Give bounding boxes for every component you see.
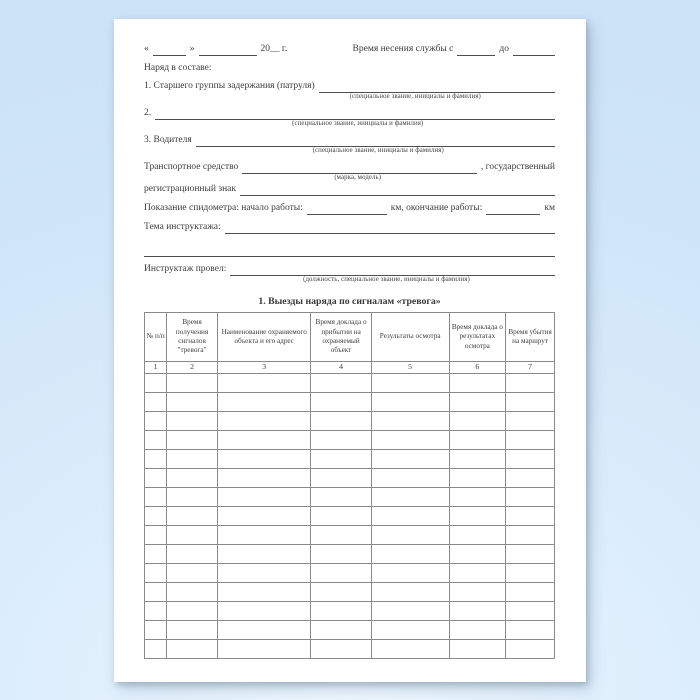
empty-cell — [145, 373, 167, 392]
squad-heading-line — [144, 63, 555, 75]
empty-cell — [506, 544, 555, 563]
empty-cell — [371, 601, 449, 620]
empty-cell — [506, 468, 555, 487]
empty-cell — [311, 563, 371, 582]
empty-cell — [217, 506, 310, 525]
empty-cell — [167, 601, 218, 620]
empty-cell — [371, 411, 449, 430]
empty-cell — [145, 639, 167, 658]
duty-from-blank — [457, 44, 495, 56]
column-number-2: 2 — [167, 361, 218, 373]
empty-cell — [311, 601, 371, 620]
table-row — [145, 544, 555, 563]
member3-caption: (специальное звание, инициалы и фамилия) — [312, 146, 444, 154]
empty-cell — [167, 392, 218, 411]
reg-plate-line — [144, 184, 555, 196]
empty-cell — [506, 392, 555, 411]
empty-cell — [145, 449, 167, 468]
table-row — [145, 582, 555, 601]
briefing-topic-label: Тема инструктажа: — [144, 222, 221, 232]
empty-cell — [145, 582, 167, 601]
empty-cell — [145, 430, 167, 449]
empty-cell — [311, 392, 371, 411]
briefing-topic-line — [144, 222, 555, 234]
briefing-by-blank — [230, 264, 555, 276]
speedometer-start-blank — [307, 203, 387, 215]
empty-cell — [506, 506, 555, 525]
member1-caption: (специальное звание, инициалы и фамилия) — [349, 92, 481, 100]
date-year-suffix: 20__ г. — [260, 44, 288, 55]
empty-cell — [371, 525, 449, 544]
empty-cell — [167, 430, 218, 449]
empty-cell — [371, 373, 449, 392]
empty-cell — [506, 639, 555, 658]
empty-cell — [145, 506, 167, 525]
empty-cell — [449, 411, 506, 430]
empty-cell — [217, 468, 310, 487]
empty-cell — [167, 468, 218, 487]
column-header-4: Время доклада о прибытии на охраняемый объект — [311, 312, 371, 361]
empty-cell — [449, 430, 506, 449]
column-header-7: Время убытия на маршрут — [506, 312, 555, 361]
vehicle-line — [144, 162, 555, 174]
empty-cell — [145, 392, 167, 411]
vehicle-caption: (марка, модель) — [334, 173, 382, 181]
empty-cell — [167, 487, 218, 506]
empty-cell — [217, 601, 310, 620]
empty-cell — [217, 525, 310, 544]
member3-caption-line — [144, 147, 555, 157]
table-row — [145, 373, 555, 392]
empty-cell — [371, 430, 449, 449]
column-header-3: Наименование охраняемого объекта и его адрес — [217, 312, 310, 361]
empty-cell — [506, 620, 555, 639]
table-column-numbers-row — [145, 361, 555, 373]
member1-line — [144, 81, 555, 93]
table-row — [145, 620, 555, 639]
table-row — [145, 506, 555, 525]
member2-blank — [155, 108, 555, 120]
table-row — [145, 487, 555, 506]
empty-cell — [145, 525, 167, 544]
date-open-quote: « — [144, 44, 149, 55]
empty-cell — [217, 373, 310, 392]
empty-cell — [167, 544, 218, 563]
briefing-topic-blank — [225, 222, 555, 234]
column-number-1: 1 — [145, 361, 167, 373]
duty-to-label: до — [499, 44, 509, 55]
empty-cell — [506, 430, 555, 449]
member3-label: 3. Водителя — [144, 135, 192, 145]
member1-label: 1. Старшего группы задержания (патруля) — [144, 81, 315, 91]
empty-cell — [449, 449, 506, 468]
empty-cell — [371, 620, 449, 639]
empty-cell — [217, 449, 310, 468]
empty-cell — [311, 544, 371, 563]
empty-cell — [217, 620, 310, 639]
empty-cell — [217, 430, 310, 449]
empty-cell — [311, 487, 371, 506]
empty-cell — [311, 449, 371, 468]
empty-cell — [371, 582, 449, 601]
empty-cell — [449, 468, 506, 487]
briefing-by-label: Инструктаж провел: — [144, 264, 227, 274]
empty-cell — [311, 430, 371, 449]
empty-cell — [371, 506, 449, 525]
member1-caption-line — [144, 93, 555, 103]
column-number-7: 7 — [506, 361, 555, 373]
empty-cell — [217, 563, 310, 582]
briefing-by-line — [144, 264, 555, 276]
table-row — [145, 392, 555, 411]
empty-cell — [311, 620, 371, 639]
vehicle-suffix: , государственный — [480, 162, 555, 172]
empty-cell — [506, 563, 555, 582]
table-row — [145, 468, 555, 487]
empty-cell — [506, 601, 555, 620]
table-row — [145, 563, 555, 582]
continuation-blank — [144, 245, 555, 257]
speedometer-end-blank — [486, 203, 540, 215]
empty-cell — [449, 544, 506, 563]
empty-cell — [449, 563, 506, 582]
speedometer-line — [144, 203, 555, 215]
member3-blank — [196, 135, 555, 147]
member2-label: 2. — [144, 108, 152, 118]
column-number-4: 4 — [311, 361, 371, 373]
briefing-topic-continuation-line — [144, 245, 555, 257]
table-row — [145, 601, 555, 620]
member2-line — [144, 108, 555, 120]
reg-plate-blank — [240, 184, 555, 196]
speedometer-label: Показание спидометра: начало работы: — [144, 203, 303, 213]
empty-cell — [217, 582, 310, 601]
alarm-departures-table — [144, 312, 555, 659]
squad-heading: Наряд в составе: — [144, 63, 212, 73]
briefing-by-caption-line — [144, 276, 555, 286]
empty-cell — [371, 449, 449, 468]
date-month-blank — [199, 44, 257, 56]
empty-cell — [167, 373, 218, 392]
empty-cell — [217, 639, 310, 658]
empty-cell — [311, 506, 371, 525]
empty-cell — [311, 639, 371, 658]
empty-cell — [449, 601, 506, 620]
date-day-blank — [153, 44, 186, 56]
table-row — [145, 411, 555, 430]
column-header-6: Время доклада о результатах осмотра — [449, 312, 506, 361]
member2-caption: (специальное звание, инициалы и фамилия) — [292, 119, 424, 127]
empty-cell — [145, 620, 167, 639]
empty-cell — [217, 411, 310, 430]
empty-cell — [217, 392, 310, 411]
empty-cell — [311, 373, 371, 392]
table-row — [145, 639, 555, 658]
empty-cell — [449, 506, 506, 525]
empty-cell — [167, 582, 218, 601]
empty-cell — [371, 563, 449, 582]
speedometer-end-label: км — [544, 203, 555, 213]
member2-caption-line — [144, 120, 555, 130]
empty-cell — [311, 582, 371, 601]
column-number-5: 5 — [371, 361, 449, 373]
vehicle-label: Транспортное средство — [144, 162, 239, 172]
empty-cell — [449, 582, 506, 601]
speedometer-mid-label: км, окончание работы: — [390, 203, 483, 213]
member1-blank — [319, 81, 555, 93]
document-page — [114, 19, 586, 682]
column-number-3: 3 — [217, 361, 310, 373]
empty-cell — [449, 639, 506, 658]
table-row — [145, 525, 555, 544]
table-title: 1. Выезды наряда по сигналам «тревога» — [258, 295, 441, 307]
empty-cell — [167, 411, 218, 430]
empty-cell — [167, 639, 218, 658]
empty-cell — [449, 620, 506, 639]
empty-cell — [167, 449, 218, 468]
member3-line — [144, 135, 555, 147]
empty-cell — [167, 506, 218, 525]
empty-cell — [371, 544, 449, 563]
empty-cell — [217, 487, 310, 506]
empty-cell — [311, 468, 371, 487]
empty-cell — [145, 563, 167, 582]
empty-cell — [506, 449, 555, 468]
empty-cell — [371, 392, 449, 411]
table-row — [145, 430, 555, 449]
empty-cell — [145, 487, 167, 506]
empty-cell — [145, 601, 167, 620]
empty-cell — [449, 487, 506, 506]
empty-cell — [506, 487, 555, 506]
table-row — [145, 449, 555, 468]
empty-cell — [449, 525, 506, 544]
reg-plate-label: регистрационный знак — [144, 184, 236, 194]
empty-cell — [449, 373, 506, 392]
vehicle-caption-line — [144, 174, 555, 184]
empty-cell — [167, 525, 218, 544]
form-content — [114, 19, 586, 682]
empty-cell — [371, 639, 449, 658]
date-close-quote: » — [189, 44, 195, 55]
empty-cell — [371, 468, 449, 487]
date-duty-line — [144, 44, 555, 56]
empty-cell — [311, 525, 371, 544]
column-header-1: № п/п — [145, 312, 167, 361]
empty-cell — [506, 411, 555, 430]
empty-cell — [506, 582, 555, 601]
empty-cell — [145, 544, 167, 563]
empty-cell — [311, 411, 371, 430]
duty-time-label: Время несения службы с — [352, 44, 454, 55]
empty-cell — [167, 563, 218, 582]
empty-cell — [371, 487, 449, 506]
empty-cell — [145, 468, 167, 487]
briefing-by-caption: (должность, специальное звание, инициалы и фамилия) — [303, 275, 470, 283]
duty-to-blank — [513, 44, 555, 56]
empty-cell — [449, 392, 506, 411]
empty-cell — [167, 620, 218, 639]
empty-cell — [506, 525, 555, 544]
empty-cell — [145, 411, 167, 430]
empty-cell — [217, 544, 310, 563]
table-header-row — [145, 312, 555, 361]
vehicle-blank — [242, 162, 477, 174]
empty-cell — [506, 373, 555, 392]
column-header-2: Время получения сигналов "тревога" — [167, 312, 218, 361]
column-number-6: 6 — [449, 361, 506, 373]
column-header-5: Результаты осмотра — [371, 312, 449, 361]
